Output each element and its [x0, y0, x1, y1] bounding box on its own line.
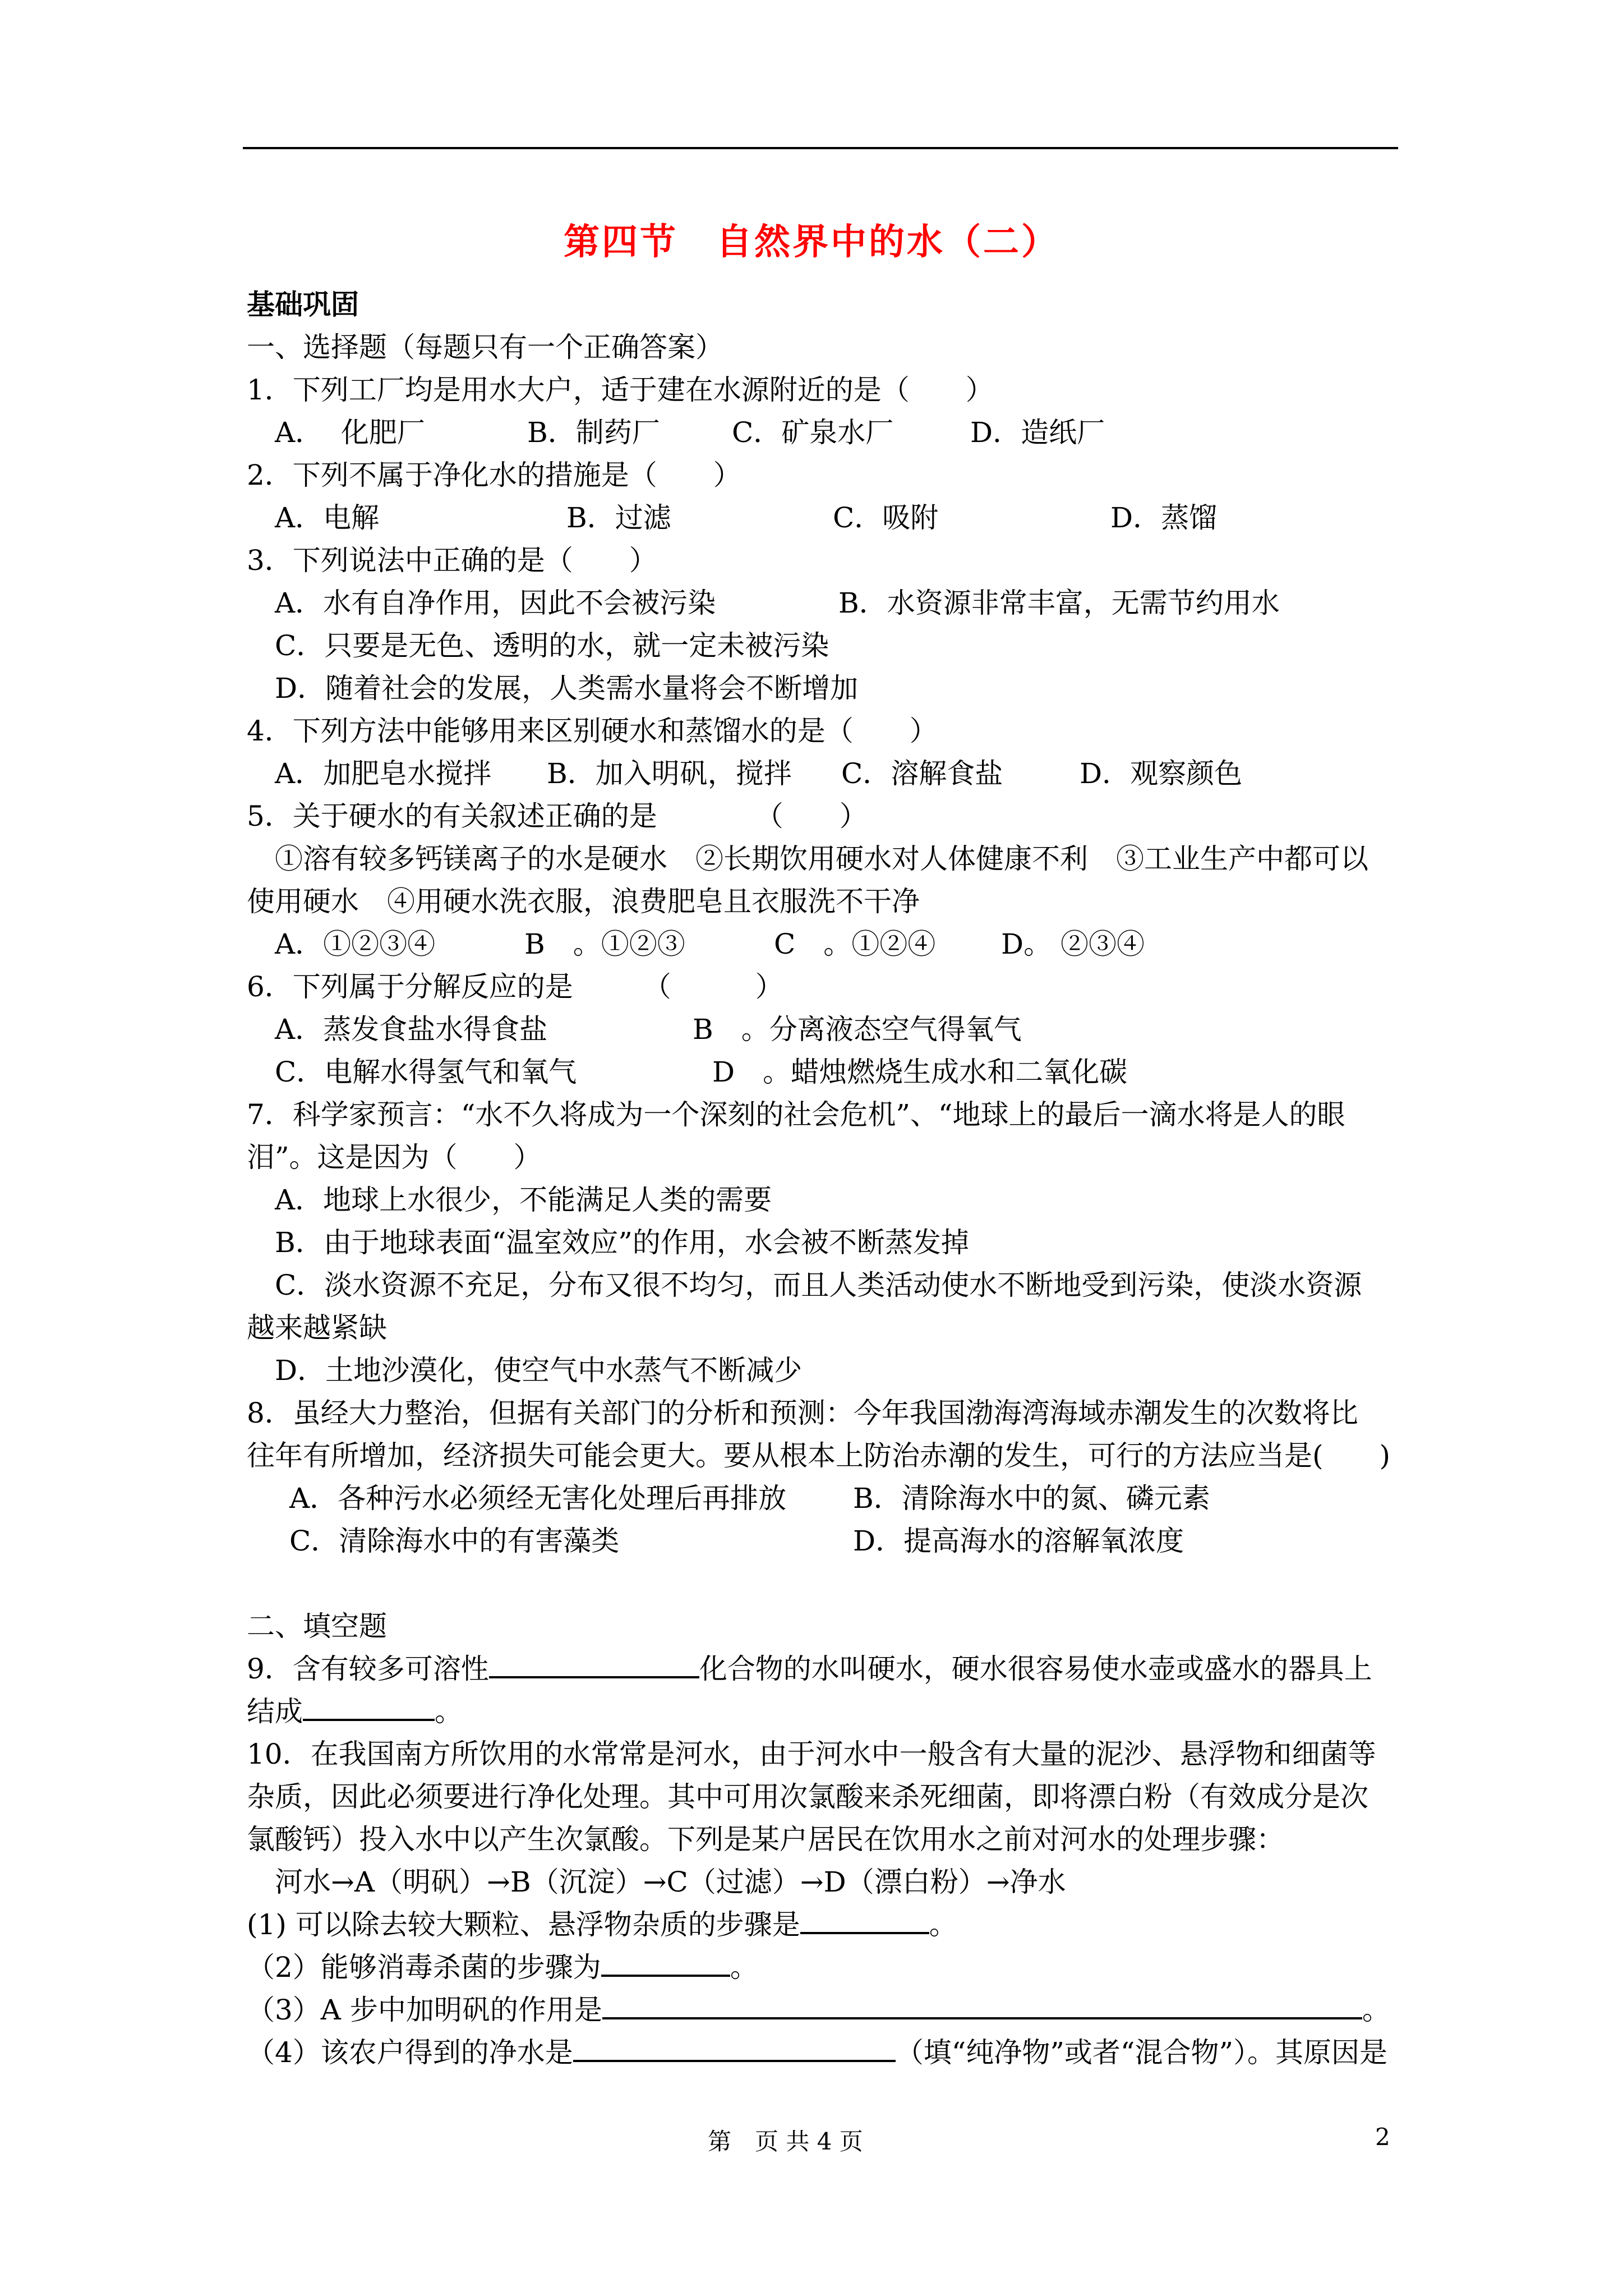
- question-5-stem: 5．关于硬水的有关叙述正确的是 （ ）: [247, 800, 868, 832]
- answer-blank[interactable]: [602, 1989, 1362, 2019]
- option-a: A．电解: [275, 501, 380, 534]
- option-c: C．溶解食盐: [841, 757, 1003, 790]
- subquestion-2: [247, 1946, 1408, 1989]
- option-c: C．淡水资源不充足，分布又很不均匀，而且人类活动使水不断地受到污染，使淡水资源: [275, 1269, 1362, 1301]
- option-b: B．过滤: [566, 501, 671, 534]
- subquestion-end: （填“纯净物”或者“混合物”）。其原因是: [895, 2036, 1388, 2069]
- document-body: [247, 283, 1408, 2074]
- option-a: A．各种污水必须经无害化处理后再排放: [289, 1482, 787, 1515]
- question-6-options-ab: [247, 1008, 1408, 1051]
- subquestion-text: （2）能够消毒杀菌的步骤为: [247, 1951, 601, 1984]
- question-9-end: 。: [435, 1695, 463, 1728]
- option-d: D．造纸厂: [970, 416, 1105, 449]
- subquestion-end: 。: [1362, 1994, 1390, 2026]
- question-5-options: [247, 923, 1408, 965]
- option-c: C．吸附: [833, 501, 939, 534]
- question-7-stem: 7．科学家预言：“水不久将成为一个深刻的社会危机”、“地球上的最后一滴水将是人的眼: [247, 1098, 1345, 1131]
- question-9-text-cont: 化合物的水叫硬水，硬水很容易使水壶或盛水的器具上: [699, 1653, 1372, 1685]
- answer-blank[interactable]: [573, 2032, 896, 2062]
- answer-blank[interactable]: [303, 1691, 435, 1721]
- question-6-options-cd: [247, 1051, 1408, 1093]
- question-10-stem-cont2: 氯酸钙）投入水中以产生次氯酸。下列是某户居民在饮用水之前对河水的处理步骤：: [247, 1823, 1284, 1856]
- option-a: A．地球上水很少，不能满足人类的需要: [275, 1184, 772, 1216]
- option-c-cont: 越来越紧缺: [247, 1312, 387, 1344]
- option-c: C．矿泉水厂: [732, 416, 894, 449]
- question-4-options: [247, 752, 1408, 795]
- spacer: [247, 1562, 1408, 1605]
- question-8-options-cd: [247, 1520, 1408, 1562]
- option-a: A．①②③④: [275, 928, 436, 960]
- section-heading: 基础巩固: [247, 288, 359, 321]
- question-10-stem-cont: 杂质，因此必须要进行净化处理。其中可用次氯酸来杀死细菌，即将漂白粉（有效成分是次: [247, 1780, 1368, 1813]
- option-b: B．水资源非常丰富，无需节约用水: [838, 587, 1280, 619]
- answer-blank[interactable]: [800, 1904, 929, 1934]
- question-9-line: [247, 1648, 1408, 1690]
- subquestion-1: [247, 1903, 1408, 1946]
- page-number: 2: [1375, 2123, 1390, 2151]
- process-flow: 河水→A（明矾）→B（沉淀）→C（过滤）→D（漂白粉）→净水: [275, 1866, 1066, 1898]
- option-b: B．加入明矾，搅拌: [547, 757, 792, 790]
- question-8-options-ab: [247, 1477, 1408, 1520]
- question-3-options-ab: [247, 582, 1408, 624]
- option-d: D 。蜡烛燃烧生成水和二氧化碳: [712, 1056, 1128, 1088]
- question-3-stem: 3．下列说法中正确的是（ ）: [247, 544, 657, 577]
- option-d: D．提高海水的溶解氧浓度: [853, 1525, 1184, 1557]
- subquestion-4: [247, 2031, 1408, 2074]
- subquestion-text: （4）该农户得到的净水是: [247, 2036, 573, 2069]
- question-6-stem: 6．下列属于分解反应的是 （ ）: [247, 970, 783, 1003]
- option-c: C．清除海水中的有害藻类: [289, 1525, 620, 1557]
- option-a: A．蒸发食盐水得食盐: [275, 1013, 548, 1046]
- option-b: B．制药厂: [527, 416, 660, 449]
- option-c: C 。①②④: [774, 928, 936, 960]
- option-b: B．由于地球表面“温室效应”的作用，水会被不断蒸发掉: [275, 1226, 969, 1259]
- option-d: D。 ②③④: [1001, 928, 1145, 960]
- option-b: B 。分离液态空气得氧气: [693, 1013, 1022, 1046]
- question-9-line2: [247, 1690, 1408, 1733]
- subquestion-text: (1) 可以除去较大颗粒、悬浮物杂质的步骤是: [247, 1908, 800, 1941]
- option-d: D．蒸馏: [1110, 501, 1218, 534]
- question-2-stem: 2．下列不属于净化水的措施是（ ）: [247, 459, 741, 491]
- option-b: B．清除海水中的氮、磷元素: [853, 1482, 1210, 1515]
- question-8-stem: 8．虽经大力整治，但据有关部门的分析和预测：今年我国渤海湾海域赤潮发生的次数将比: [247, 1397, 1358, 1429]
- option-c: C．只要是无色、透明的水，就一定未被污染: [275, 629, 829, 662]
- option-d: D．随着社会的发展，人类需水量将会不断增加: [275, 672, 859, 705]
- page-title: 第四节 自然界中的水（二）: [564, 221, 1059, 263]
- subquestion-text: （3）A 步中加明矾的作用是: [247, 1994, 602, 2026]
- page-footer: 第 页 共 4 页: [708, 2128, 863, 2155]
- question-10-stem: 10．在我国南方所饮用的水常常是河水，由于河水中一般含有大量的泥沙、悬浮物和细菌等: [247, 1738, 1376, 1770]
- question-5-statements: ①溶有较多钙镁离子的水是硬水 ②长期饮用硬水对人体健康不利 ③工业生产中都可以: [275, 843, 1368, 875]
- subquestion-end: 。: [929, 1908, 957, 1941]
- option-a: A．水有自净作用，因此不会被污染: [275, 587, 716, 619]
- option-a: A．加肥皂水搅拌: [275, 757, 492, 790]
- question-1-options: [247, 411, 1408, 454]
- header-rule: [243, 147, 1398, 149]
- part1-heading: 一、选择题（每题只有一个正确答案）: [247, 331, 723, 364]
- option-a: A． 化肥厂: [275, 416, 425, 449]
- part2-heading: 二、填空题: [247, 1610, 387, 1642]
- question-9-text: 结成: [247, 1695, 303, 1728]
- answer-blank[interactable]: [489, 1648, 699, 1678]
- question-7-stem-cont: 泪”。这是因为（ ）: [247, 1141, 542, 1174]
- question-4-stem: 4．下列方法中能够用来区别硬水和蒸馏水的是（ ）: [247, 715, 938, 747]
- option-d: D．观察颜色: [1080, 757, 1243, 790]
- question-2-options: [247, 496, 1408, 539]
- question-1-stem: 1．下列工厂均是用水大户，适于建在水源附近的是（ ）: [247, 374, 994, 406]
- option-d: D．土地沙漠化，使空气中水蒸气不断减少: [275, 1354, 803, 1387]
- subquestion-end: 。: [730, 1951, 758, 1984]
- option-c: C．电解水得氢气和氧气: [275, 1056, 577, 1088]
- question-5-statements-cont: 使用硬水 ④用硬水洗衣服，浪费肥皂且衣服洗不干净: [247, 885, 920, 918]
- question-9-text: 9．含有较多可溶性: [247, 1653, 489, 1685]
- option-b: B 。①②③: [524, 928, 685, 960]
- subquestion-3: [247, 1989, 1408, 2031]
- question-8-stem-cont: 往年有所增加，经济损失可能会更大。要从根本上防治赤潮的发生，可行的方法应当是( ): [247, 1439, 1391, 1472]
- answer-blank[interactable]: [601, 1947, 730, 1977]
